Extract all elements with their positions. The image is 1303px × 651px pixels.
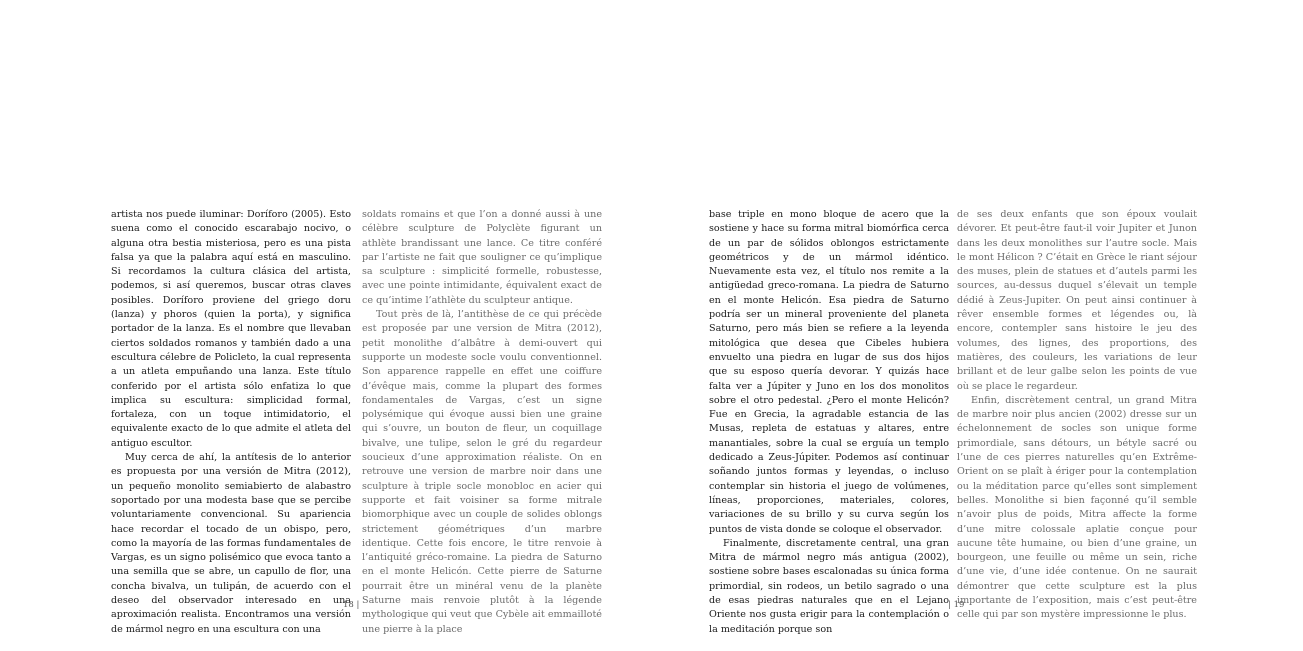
right-es-paragraph-1: base triple en mono bloque de acero que la sostiene y hace su forma mitral biomórfica cerca de un par de sólidos oblongos estrictamente geométricos y de un mármol idéntico. Nuevamente esta vez, el título nos remite a la antigüedad greco-romana. La piedra de Saturno en el monte Helicón. Esa piedra de Saturno podría ser un mineral proveniente del planeta Saturno, pero más bien se refiere a la leyenda mitológica que desea que Cibeles hubiera envuelto una piedra en lugar de sus dos hijos que su esposo quería devorar. Y quizás hace falta ver a Júpiter y Juno en los dos monolitos sobre el otro pedestal. ¿Pero el monte Helicón? Fue en Grecia, la agradable estancia de las Musas, repleta de estatuas y altares, entre manantiales, sobre la cual se erguía un templo dedicado a Zeus-Júpiter. Podemos así continuar soñando juntos formas y leyendas, o incluso contemplar sin historia el juego de volúmenes, líneas, proporciones, materiales, colores, variaciones de su brillo y su curva según los puntos de vista donde se coloque el observador. [709, 209, 949, 535]
right-fr-paragraph-2: Enfin, discrètement central, un grand Mitra de marbre noir plus ancien (2002) dresse sur un échelonnement de socles son unique forme primordiale, sans détours, un bétyle sacré ou l’une de ces pierres naturelles qu’en Extrême-Orient on se plaît à ériger pour la contemplation ou la méditation parce qu’elles sont simplement belles. Monolithe si bien façonné qu’il semble n’avoir plus de poids, Mitra affecte la forme d’une mitre colossale aplatie conçue pour aucune tête humaine, ou bien d’une graine, un bourgeon, une feuille ou même un sein, riche d’une vie, d’une idée contenue. On ne saurait démontrer que cette sculpture est la plus importante de l’exposition, mais c’est peut-être celle qui par son mystère impressionne le plus. [957, 394, 1197, 621]
left-fr-paragraph-1: soldats romains et que l’on a donné aussi à une célèbre sculpture de Polyclète figurant un athlète brandissant une lance. Ce titre conféré par l’artiste ne fait que souligner ce qu’implique sa sculpture : simplicité formelle, robustesse, avec une pointe intimidante, équivalent exact de ce qu’intime l’athlète du sculpteur antique. [362, 209, 602, 306]
page-number-right: | 19 [948, 600, 965, 610]
right-es-paragraph-2: Finalmente, discretamente central, una gran Mitra de mármol negro más antigua (2002), sostiene sobre bases escalonadas su única forma primordial, sin rodeos, un betilo sagrado o una de esas piedras naturales que en el Lejano Oriente nos gusta erigir para la contemplación o la meditación porque son [709, 537, 949, 635]
right-fr-paragraph-1: de ses deux enfants que son époux voulait dévorer. Et peut-être faut-il voir Jupiter et Junon dans les deux monolithes sur l’autre socle. Mais le mont Hélicon ? C’était en Grèce le riant séjour des muses, plein de statues et d’autels parmi les sources, au-dessus duquel s’élevait un temple dédié à Zeus-Jupiter. On peut ainsi continuer à rêver ensemble formes et légendes ou, là encore, contempler sans histoire le jeu des volumes, des lignes, des proportions, des matières, des couleurs, les variations de leur brillant et de leur galbe selon les points de vue où se place le regardeur. [957, 209, 1197, 392]
left-es-paragraph-1: artista nos puede iluminar: Doríforo (2005). Esto suena como el conocido escarabajo nocivo, o alguna otra bestia misteriosa, pero es una pista falsa ya que la palabra aquí está en masculino. Si recordamos la cultura clásica del artista, podemos, si así queremos, buscar otras claves posibles. Doríforo proviene del griego doru (lanza) y phoros (quien la porta), y significa portador de la lanza. Es el nombre que llevaban ciertos soldados romanos y también dado a una escultura célebre de Policleto, la cual representa a un atleta empuñando una lanza. Este título conferido por el artista sólo enfatiza lo que implica su escultura: simplicidad formal, fortaleza, con un toque intimidatorio, el equivalente exacto de lo que admite el atleta del antiguo escultor. [111, 209, 351, 449]
right-page-french-column [957, 208, 1197, 623]
left-page-french-column [362, 208, 602, 637]
left-es-paragraph-2: Muy cerca de ahí, la antítesis de lo anterior es propuesta por una versión de Mitra (2012), un pequeño monolito semiabierto de alabastro soportado por una modesta base que se percibe voluntariamente convencional. Su apariencia hace recordar el tocado de un obispo, pero, como la mayoría de las formas fundamentales de Vargas, es un signo polisémico que evoca tanto a una semilla que se abre, un capullo de flor, una concha bivalva, un tulipán, de acuerdo con el deseo del observador interesado en una aproximación realista. Encontramos una versión de mármol negro en una escultura con una [111, 452, 351, 635]
right-page-spanish-column [709, 208, 949, 637]
page-number-left: 18 | [343, 600, 360, 610]
left-fr-paragraph-2: Tout près de là, l’antithèse de ce qui précède est proposée par une version de Mitra (2012), petit monolithe d’albâtre à demi-ouvert qui supporte un modeste socle voulu conventionnel. Son apparence rappelle en effet une coiffure d’évêque mais, comme la plupart des formes fondamentales de Vargas, c’est un signe polysémique qui évoque aussi bien une graine qui s’ouvre, un bouton de fleur, un coquillage bivalve, une tulipe, selon le gré du regardeur soucieux d’une approximation réaliste. On en retrouve une version de marbre noir dans une sculpture à triple socle monobloc en acier qui supporte et fait voisiner sa forme mitrale biomorphique avec un couple de solides oblongs strictement géométriques d’un marbre identique. Cette fois encore, le titre renvoie à l’antiquité gréco-romaine. La piedra de Saturno en el monte Helicón. Cette pierre de Saturne pourrait être un minéral venu de la planète Saturne mais renvoie plutôt à la légende mythologique qui veut que Cybèle ait emmailloté une pierre à la place [362, 309, 602, 635]
left-page-spanish-column [111, 208, 351, 637]
